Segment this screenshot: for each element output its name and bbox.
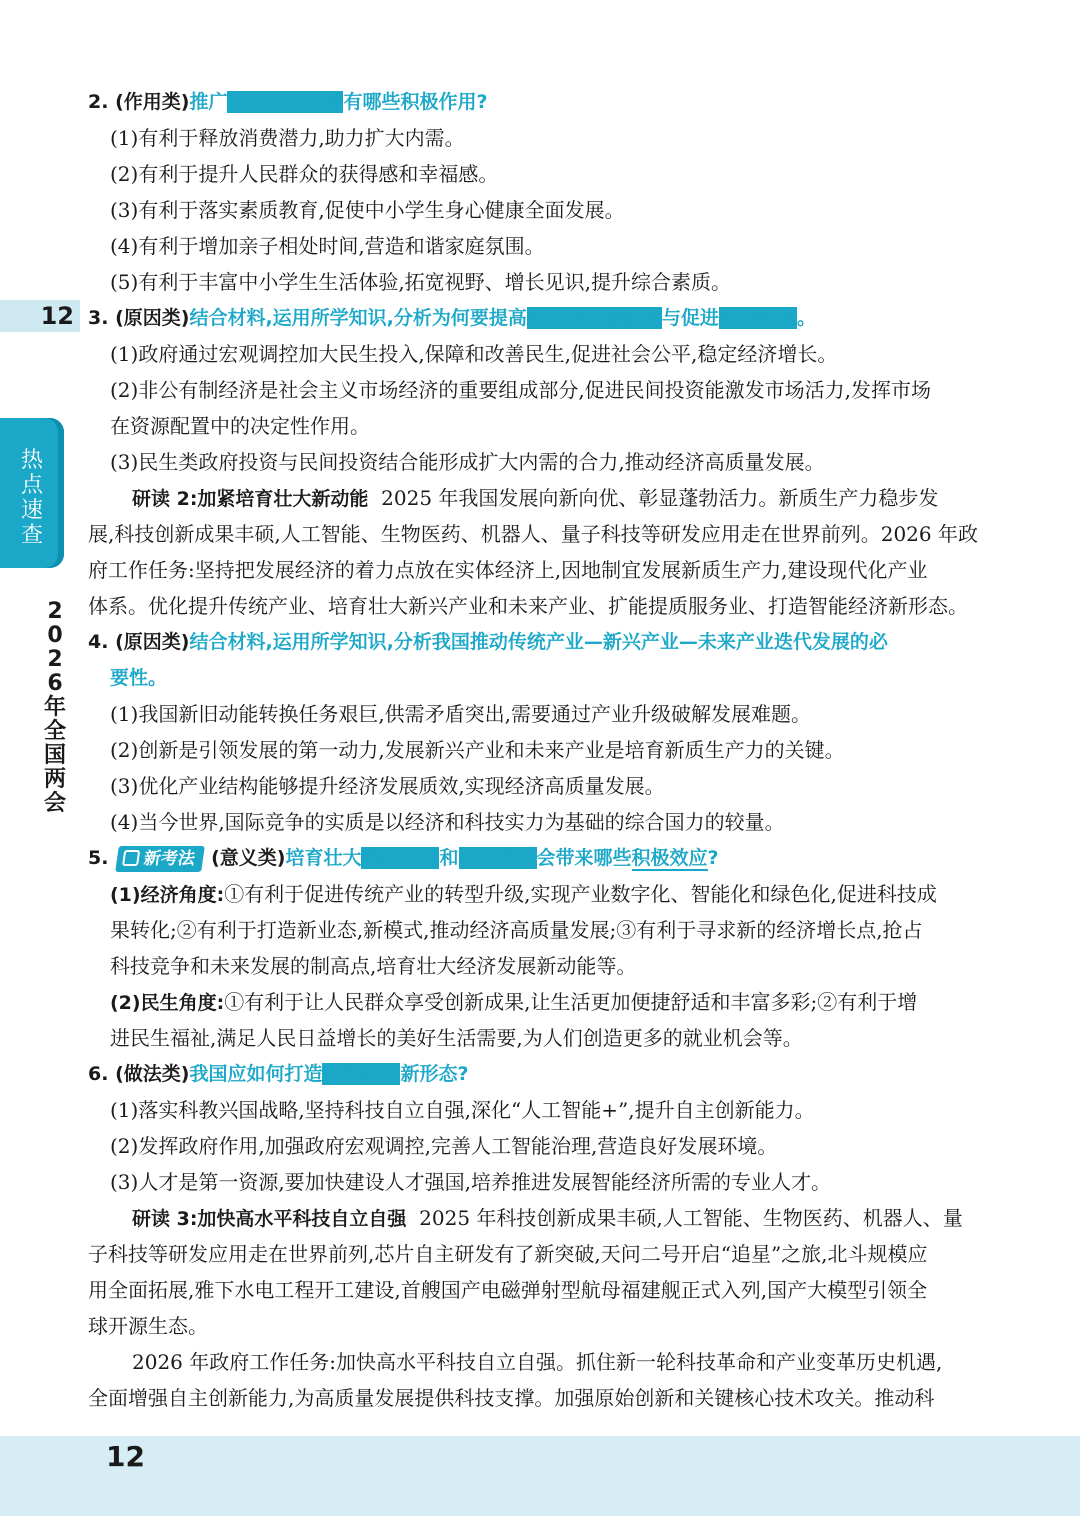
highlight: 民生类政府投资 bbox=[527, 307, 661, 329]
answer-line: (1)政府通过宏观调控加大民生投入,保障和改善民生,促进社会公平,稳定经济增长。 bbox=[110, 342, 838, 366]
study-2-line: 研读 2:加紧培育壮大新动能 2025 年我国发展向新向优、彰显蓬勃活力。新质生产力稳步发 bbox=[132, 486, 939, 510]
highlight: 民间投资 bbox=[719, 307, 796, 329]
study-3-line: 用全面拓展,雅下水电工程开工建设,首艘国产电磁弹射型航母福建舰正式入列,国产大模型引领全 bbox=[88, 1278, 928, 1302]
answer-line: (3)有利于落实素质教育,促使中小学生身心健康全面发展。 bbox=[110, 198, 625, 222]
answer-line: (1)落实科教兴国战略,坚持科技自立自强,深化“人工智能+”,提升自主创新能力。 bbox=[110, 1098, 815, 1122]
answer-line: (4)有利于增加亲子相处时间,营造和谐家庭氛围。 bbox=[110, 234, 545, 258]
study-3-line: 子科技等研发应用走在世界前列,芯片自主研发有了新突破,天问二号开启“追星”之旅,北斗规模应 bbox=[88, 1242, 928, 1266]
question-6: 6. (做法类)我国应如何打造智能经济新形态? bbox=[88, 1063, 469, 1085]
answer-line: (2)创新是引领发展的第一动力,发展新兴产业和未来产业是培育新质生产力的关键。 bbox=[110, 738, 845, 762]
answer-line: (2)非公有制经济是社会主义市场经济的重要组成部分,促进民间投资能激发市场活力,发挥市场 bbox=[110, 378, 932, 402]
vertical-title: 2026年全国两会 bbox=[43, 599, 66, 816]
study-3-title: 研读 3:加快高水平科技自立自强 bbox=[132, 1208, 407, 1230]
answer-line: (5)有利于丰富中小学生生活体验,拓宽视野、增长见识,提升综合素质。 bbox=[110, 270, 732, 294]
new-method-badge: 新考法 bbox=[115, 846, 205, 872]
study-2-line: 体系。优化提升传统产业、培育壮大新兴产业和未来产业、扩能提质服务业、打造智能经济新形态。 bbox=[88, 594, 968, 618]
study-2-line: 府工作任务:坚持把发展经济的着力点放在实体经济上,因地制宜发展新质生产力,建设现代化产业 bbox=[88, 558, 928, 582]
answer-line: 进民生福祉,满足人民日益增长的美好生活需要,为人们创造更多的就业机会等。 bbox=[110, 1026, 803, 1050]
answer-line: 科技竞争和未来发展的制高点,培育壮大经济发展新动能等。 bbox=[110, 954, 637, 978]
answer-line: (1)经济角度:①有利于促进传统产业的转型升级,实现产业数字化、智能化和绿色化,促进科技成 bbox=[110, 882, 937, 906]
question-4-cont: 要性。 bbox=[110, 667, 168, 689]
answer-line: 果转化;②有利于打造新业态,新模式,推动经济高质量发展;③有利于寻求新的经济增长点,抢占 bbox=[110, 918, 923, 942]
answer-line: (4)当今世界,国际竞争的实质是以经济和科技实力为基础的综合国力的较量。 bbox=[110, 810, 785, 834]
highlight: 智能经济 bbox=[323, 1063, 400, 1085]
highlight: 中小学春秋假 bbox=[228, 91, 343, 113]
badge-icon bbox=[122, 850, 140, 866]
answer-line: (3)人才是第一资源,要加快建设人才强国,培养推进发展智能经济所需的专业人才。 bbox=[110, 1170, 832, 1194]
footer-page-number: 12 bbox=[106, 1440, 145, 1473]
study-2-line: 展,科技创新成果丰硕,人工智能、生物医药、机器人、量子科技等研发应用走在世界前列。2026 年政 bbox=[88, 522, 978, 546]
section-tab-label: 热点速查 bbox=[20, 448, 43, 548]
side-page-number: 12 bbox=[40, 302, 74, 330]
study-3-line: 2026 年政府工作任务:加快高水平科技自立自强。抓住新一轮科技革命和产业变革历史机遇, bbox=[132, 1350, 943, 1374]
side-page-number-tab bbox=[0, 300, 80, 332]
question-2: 2. (作用类)推广中小学春秋假有哪些积极作用? bbox=[88, 91, 488, 113]
answer-line: 在资源配置中的决定性作用。 bbox=[110, 414, 370, 438]
study-3-line: 研读 3:加快高水平科技自立自强 2025 年科技创新成果丰硕,人工智能、生物医药、机器人、量 bbox=[132, 1206, 963, 1230]
answer-line: (3)民生类政府投资与民间投资结合能形成扩大内需的合力,推动经济高质量发展。 bbox=[110, 450, 825, 474]
answer-line: (2)有利于提升人民群众的获得感和幸福感。 bbox=[110, 162, 499, 186]
question-3: 3. (原因类)结合材料,运用所学知识,分析为何要提高民生类政府投资与促进民间投资。 bbox=[88, 307, 816, 329]
highlight: 新兴产业 bbox=[362, 847, 439, 869]
study-3-line: 全面增强自主创新能力,为高质量发展提供科技支撑。加强原始创新和关键核心技术攻关。推动科 bbox=[88, 1386, 935, 1410]
answer-line: (1)有利于释放消费潜力,助力扩大内需。 bbox=[110, 126, 465, 150]
answer-line: (2)发挥政府作用,加强政府宏观调控,完善人工智能治理,营造良好发展环境。 bbox=[110, 1134, 778, 1158]
study-3-line: 球开源生态。 bbox=[88, 1314, 208, 1338]
underline-text: 积极效应 bbox=[631, 847, 708, 869]
section-tab bbox=[0, 418, 64, 568]
question-4: 4. (原因类)结合材料,运用所学知识,分析我国推动传统产业—新兴产业—未来产业迭代发展的必 bbox=[88, 631, 888, 653]
footer-bar bbox=[0, 1436, 1080, 1516]
answer-line: (3)优化产业结构能够提升经济发展质效,实现经济高质量发展。 bbox=[110, 774, 665, 798]
answer-line: (2)民生角度:①有利于让人民群众享受创新成果,让生活更加便捷舒适和丰富多彩;②有利于增 bbox=[110, 990, 918, 1014]
main-content bbox=[88, 84, 990, 1416]
answer-line: (1)我国新旧动能转换任务艰巨,供需矛盾突出,需要通过产业升级破解发展难题。 bbox=[110, 702, 812, 726]
highlight: 未来产业 bbox=[459, 847, 536, 869]
question-5: 5. 新考法 (意义类)培育壮大新兴产业和未来产业会带来哪些积极效应? bbox=[88, 840, 990, 876]
study-2-title: 研读 2:加紧培育壮大新动能 bbox=[132, 488, 369, 510]
